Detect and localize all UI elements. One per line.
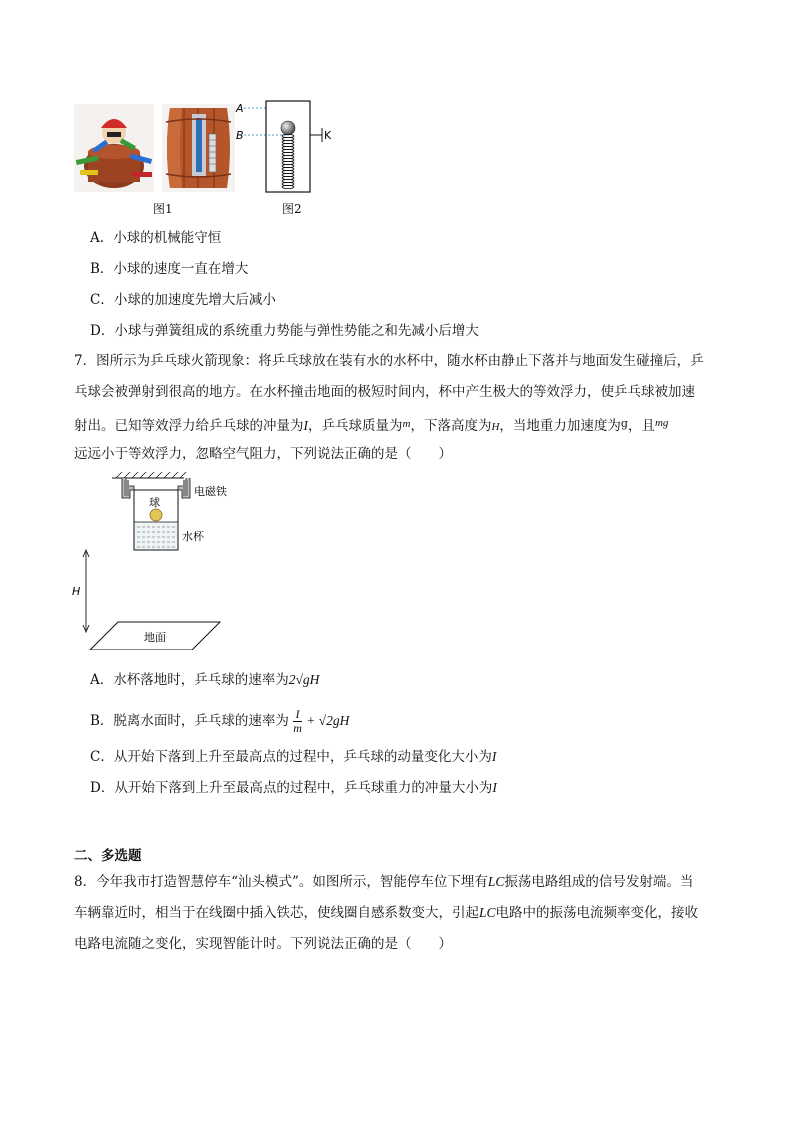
q7-option-b-numerator: I: [293, 708, 302, 722]
q7-option-c: C．从开始下落到上升至最高点的过程中，乒乓球的动量变化大小为I: [90, 749, 497, 765]
figure2-spring-diagram: [228, 98, 348, 196]
q7-option-b-tail: + √2gH: [306, 713, 350, 728]
q8-stem-line-2: 车辆靠近时，相当于在线圈中插入铁芯，使线圈自感系数变大，引起LC电路中的振荡电流频率变化，接收: [74, 905, 699, 921]
section-title-multiple-choice: 二、多选题: [74, 848, 142, 864]
q8-stem-line-3: 电路电流随之变化，实现智能计时。下列说法正确的是（ ）: [74, 936, 452, 952]
q6-option-d: D．小球与弹簧组成的系统重力势能与弹性势能之和先减小后增大: [90, 323, 479, 339]
q6-option-b: B．小球的速度一直在增大: [90, 261, 249, 277]
q6-option-a: A．小球的机械能守恒: [90, 230, 222, 246]
figure1-photo-toy: [74, 104, 154, 192]
q7-stem-line-1: 7．图所示为乒乓球火箭现象：将乒乓球放在装有水的水杯中，随水杯由静止下落并与地面发生碰撞后，乒: [74, 353, 704, 369]
label-a: A: [236, 102, 244, 115]
q7-option-b: B．脱离水面时，乒乓球的速率为 $\frac{I}{m}$ + √2gH: [90, 707, 350, 735]
label-b: B: [236, 129, 244, 142]
figure1-photo-barrel: [162, 104, 235, 192]
q7-option-a: A．水杯落地时，乒乓球的速率为2√gH: [90, 672, 320, 688]
figure2-caption: 图2: [282, 202, 302, 216]
label-k: K: [324, 129, 332, 142]
label-h: H: [72, 585, 81, 598]
q7-stem-line-3: 射出。已知等效浮力给乒乓球的冲量为I，乒乓球质量为$^m$，下落高度为H，当地重力加速度为$^g$，且$^{mg}$: [74, 417, 669, 434]
q7-option-a-math: 2√gH: [288, 672, 320, 687]
q8-stem-line-1: 8．今年我市打造智慧停车“汕头模式”。如图所示，智能停车位下埋有LC振荡电路组成的信号发射端。当: [74, 874, 694, 890]
q7-option-d: D．从开始下落到上升至最高点的过程中，乒乓球重力的冲量大小为I: [90, 780, 497, 796]
q7-figure: [68, 470, 238, 650]
figure1-caption: 图1: [153, 202, 173, 216]
q6-option-c: C．小球的加速度先增大后减小: [90, 292, 276, 308]
label-electromagnet: 电磁铁: [194, 485, 227, 498]
q7-option-b-denominator: m: [293, 721, 302, 735]
label-cup: 水杯: [182, 530, 204, 543]
q7-stem-line-2: 乓球会被弹射到很高的地方。在水杯撞击地面的极短时间内，杯中产生极大的等效浮力，使乒乓球被加速: [74, 384, 695, 400]
label-ground: 地面: [144, 631, 166, 644]
q7-stem-line-4: 远远小于等效浮力，忽略空气阻力，下列说法正确的是（ ）: [74, 446, 452, 462]
label-ball: 球: [149, 496, 160, 509]
